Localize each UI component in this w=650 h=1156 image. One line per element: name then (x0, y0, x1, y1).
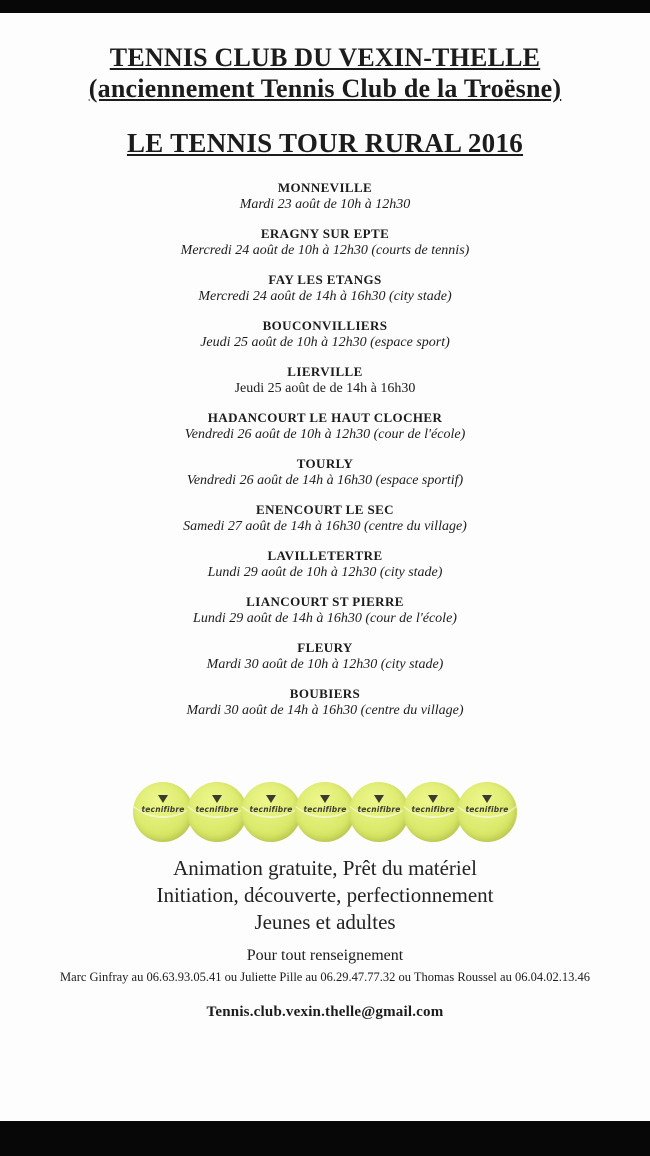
schedule-entry (0, 271, 650, 305)
info-line-2: Initiation, découverte, perfectionnement (156, 883, 494, 908)
event-title: LE TENNIS TOUR RURAL 2016 (126, 128, 524, 159)
schedule-entry (0, 501, 650, 535)
venue-date: Vendredi 26 août de 10h à 12h30 (cour de l'école) (184, 427, 466, 443)
contact-heading: Pour tout renseignement (246, 947, 404, 965)
venue-name: ERAGNY SUR EPTE (260, 226, 390, 242)
venue-date: Mardi 23 août de 10h à 12h30 (239, 197, 411, 213)
tennis-balls-row (0, 781, 650, 843)
tecnifibre-logo-icon (428, 795, 438, 803)
venue-name: LIERVILLE (287, 364, 363, 380)
venue-name: LIANCOURT ST PIERRE (246, 594, 404, 610)
schedule-list (0, 179, 650, 719)
tennis-ball-icon (241, 782, 301, 842)
ball-brand-text: tecnifibre (249, 805, 293, 815)
ball-brand-text: tecnifibre (141, 805, 185, 815)
venue-date: Jeudi 25 août de de 14h à 16h30 (234, 381, 416, 397)
tecnifibre-logo-icon (212, 795, 222, 803)
venue-name: FAY LES ETANGS (268, 272, 382, 288)
schedule-entry (0, 225, 650, 259)
club-subtitle: (anciennement Tennis Club de la Troësne) (88, 73, 562, 103)
info-block (0, 855, 650, 936)
venue-date: Lundi 29 août de 14h à 16h30 (cour de l'école) (193, 611, 457, 627)
bottom-black-bar (0, 1121, 650, 1156)
top-black-bar (0, 0, 650, 13)
schedule-entry (0, 317, 650, 351)
ball-brand-text: tecnifibre (411, 805, 455, 815)
schedule-entry (0, 685, 650, 719)
ball-brand-text: tecnifibre (357, 805, 401, 815)
tecnifibre-logo-icon (374, 795, 384, 803)
ball-brand-text: tecnifibre (195, 805, 239, 815)
tennis-ball-icon (457, 782, 517, 842)
venue-date: Mardi 30 août de 10h à 12h30 (city stade) (206, 657, 444, 673)
info-line-1: Animation gratuite, Prêt du matériel (173, 856, 477, 881)
schedule-entry (0, 455, 650, 489)
tecnifibre-logo-icon (482, 795, 492, 803)
venue-date: Jeudi 25 août de 10h à 12h30 (espace sport) (200, 335, 450, 351)
club-title: TENNIS CLUB DU VEXIN-THELLE (109, 43, 541, 72)
tennis-ball-icon (295, 782, 355, 842)
venue-date: Vendredi 26 août de 14h à 16h30 (espace sportif) (186, 473, 464, 489)
flyer-page (0, 13, 650, 1121)
tennis-ball-icon (349, 782, 409, 842)
venue-name: MONNEVILLE (277, 180, 373, 196)
ball-brand-text: tecnifibre (303, 805, 347, 815)
schedule-entry (0, 363, 650, 397)
contact-phones: Marc Ginfray au 06.63.93.05.41 ou Juliette Pille au 06.29.47.77.32 ou Thomas Roussel au 06.04.02.13.46 (60, 970, 590, 985)
venue-name: BOUBIERS (289, 686, 361, 702)
venue-date: Lundi 29 août de 10h à 12h30 (city stade) (207, 565, 443, 581)
venue-date: Mercredi 24 août de 14h à 16h30 (city stade) (198, 289, 452, 305)
venue-date: Samedi 27 août de 14h à 16h30 (centre du village) (183, 519, 467, 535)
venue-name: LAVILLETERTRE (267, 548, 383, 564)
venue-date: Mardi 30 août de 14h à 16h30 (centre du village) (186, 703, 464, 719)
schedule-entry (0, 547, 650, 581)
venue-name: TOURLY (296, 456, 354, 472)
contact-email: Tennis.club.vexin.thelle@gmail.com (206, 1004, 444, 1021)
schedule-entry (0, 179, 650, 213)
tecnifibre-logo-icon (158, 795, 168, 803)
tennis-ball-icon (133, 782, 193, 842)
venue-name: HADANCOURT LE HAUT CLOCHER (207, 410, 443, 426)
venue-name: BOUCONVILLIERS (262, 318, 388, 334)
tennis-ball-icon (403, 782, 463, 842)
tennis-ball-icon (187, 782, 247, 842)
info-line-3: Jeunes et adultes (254, 910, 396, 935)
schedule-entry (0, 639, 650, 673)
ball-brand-text: tecnifibre (465, 805, 509, 815)
venue-name: FLEURY (297, 640, 353, 656)
venue-name: ENENCOURT LE SEC (256, 502, 394, 518)
tecnifibre-logo-icon (320, 795, 330, 803)
schedule-entry (0, 409, 650, 443)
schedule-entry (0, 593, 650, 627)
venue-date: Mercredi 24 août de 10h à 12h30 (courts de tennis) (180, 243, 470, 259)
tecnifibre-logo-icon (266, 795, 276, 803)
